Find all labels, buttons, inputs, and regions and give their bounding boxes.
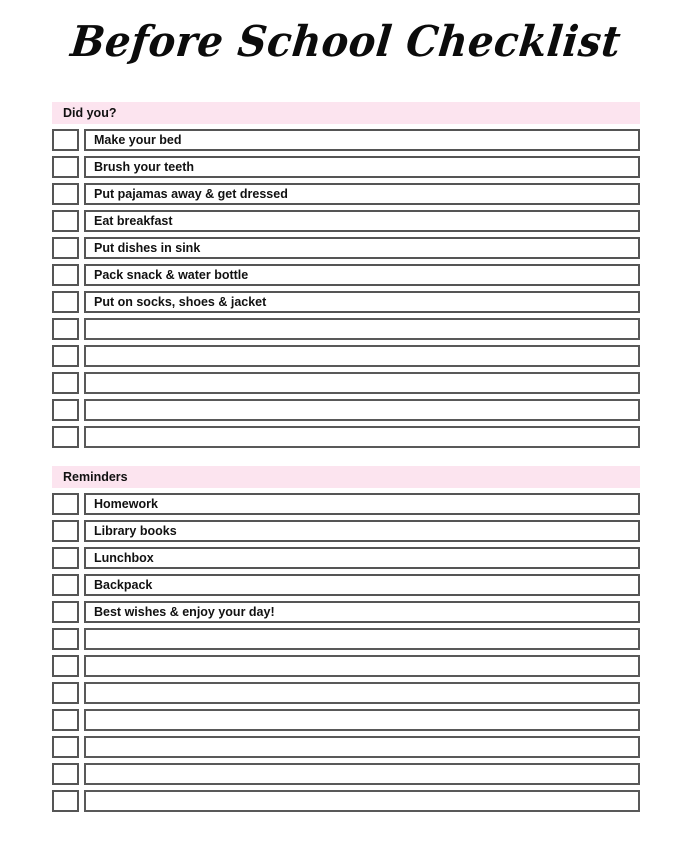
- checklist-rows: [52, 493, 640, 812]
- task-field-blank[interactable]: [84, 709, 640, 731]
- task-label: Best wishes & enjoy your day!: [94, 604, 275, 619]
- checkbox[interactable]: [52, 655, 79, 677]
- task-label: Put on socks, shoes & jacket: [94, 294, 267, 309]
- checklist-row-blank: [52, 790, 640, 812]
- task-field[interactable]: [84, 264, 640, 286]
- checklist-row: [52, 493, 640, 515]
- checklist-row: [52, 291, 640, 313]
- task-label: Put pajamas away & get dressed: [94, 186, 288, 201]
- checkbox[interactable]: [52, 210, 79, 232]
- task-field[interactable]: [84, 574, 640, 596]
- checkbox[interactable]: [52, 574, 79, 596]
- task-label: Backpack: [94, 577, 153, 592]
- checkbox[interactable]: [52, 129, 79, 151]
- checkbox[interactable]: [52, 156, 79, 178]
- checklist-rows: [52, 129, 640, 448]
- checkbox[interactable]: [52, 399, 79, 421]
- task-field-blank[interactable]: [84, 372, 640, 394]
- checklist-row-blank: [52, 345, 640, 367]
- task-field-blank[interactable]: [84, 345, 640, 367]
- task-label: Brush your teeth: [94, 159, 195, 174]
- checkbox[interactable]: [52, 736, 79, 758]
- task-field-blank[interactable]: [84, 318, 640, 340]
- checklist-row-blank: [52, 628, 640, 650]
- checkbox[interactable]: [52, 183, 79, 205]
- checklist-section: [52, 102, 640, 448]
- task-field[interactable]: [84, 547, 640, 569]
- task-label: Homework: [94, 496, 158, 511]
- checklist-row: [52, 264, 640, 286]
- task-field[interactable]: [84, 291, 640, 313]
- checkbox[interactable]: [52, 426, 79, 448]
- checkbox[interactable]: [52, 264, 79, 286]
- task-label: Library books: [94, 523, 177, 538]
- checklist-row-blank: [52, 318, 640, 340]
- checklist-row: [52, 210, 640, 232]
- checkbox[interactable]: [52, 493, 79, 515]
- section-header: Did you?: [52, 102, 640, 124]
- task-field[interactable]: [84, 156, 640, 178]
- checklist-row-blank: [52, 655, 640, 677]
- task-field[interactable]: [84, 493, 640, 515]
- task-field[interactable]: [84, 520, 640, 542]
- task-field-blank[interactable]: [84, 682, 640, 704]
- checklist-row-blank: [52, 682, 640, 704]
- section-header: Reminders: [52, 466, 640, 488]
- checkbox[interactable]: [52, 318, 79, 340]
- task-field-blank[interactable]: [84, 736, 640, 758]
- checkbox[interactable]: [52, 520, 79, 542]
- task-field-blank[interactable]: [84, 763, 640, 785]
- checkbox[interactable]: [52, 291, 79, 313]
- checkbox[interactable]: [52, 763, 79, 785]
- task-label: Put dishes in sink: [94, 240, 201, 255]
- page-title-container: [0, 18, 685, 70]
- task-field-blank[interactable]: [84, 426, 640, 448]
- checklist-row: [52, 547, 640, 569]
- checklist-row: [52, 237, 640, 259]
- checkbox[interactable]: [52, 709, 79, 731]
- checkbox[interactable]: [52, 790, 79, 812]
- checkbox[interactable]: [52, 682, 79, 704]
- checklist-row-blank: [52, 709, 640, 731]
- checkbox[interactable]: [52, 601, 79, 623]
- checklist-row: [52, 183, 640, 205]
- checklist-row: [52, 574, 640, 596]
- checklist-row: [52, 520, 640, 542]
- checklist-row-blank: [52, 763, 640, 785]
- checkbox[interactable]: [52, 345, 79, 367]
- checkbox[interactable]: [52, 628, 79, 650]
- checklist-row-blank: [52, 736, 640, 758]
- checklist-sections: [52, 102, 640, 812]
- task-field[interactable]: [84, 237, 640, 259]
- task-field[interactable]: [84, 210, 640, 232]
- task-field-blank[interactable]: [84, 399, 640, 421]
- task-label: Make your bed: [94, 132, 182, 147]
- task-field[interactable]: [84, 601, 640, 623]
- task-label: Pack snack & water bottle: [94, 267, 249, 282]
- task-field[interactable]: [84, 183, 640, 205]
- checkbox[interactable]: [52, 372, 79, 394]
- task-label: Lunchbox: [94, 550, 154, 565]
- page-title: Before School Checklist: [67, 17, 623, 67]
- checklist-row: [52, 129, 640, 151]
- checklist-row-blank: [52, 426, 640, 448]
- checklist-row: [52, 156, 640, 178]
- task-label: Eat breakfast: [94, 213, 173, 228]
- checkbox[interactable]: [52, 547, 79, 569]
- checklist-row-blank: [52, 372, 640, 394]
- checklist-section: [52, 466, 640, 812]
- task-field-blank[interactable]: [84, 628, 640, 650]
- checklist-row: [52, 601, 640, 623]
- task-field[interactable]: [84, 129, 640, 151]
- checkbox[interactable]: [52, 237, 79, 259]
- task-field-blank[interactable]: [84, 655, 640, 677]
- checklist-row-blank: [52, 399, 640, 421]
- task-field-blank[interactable]: [84, 790, 640, 812]
